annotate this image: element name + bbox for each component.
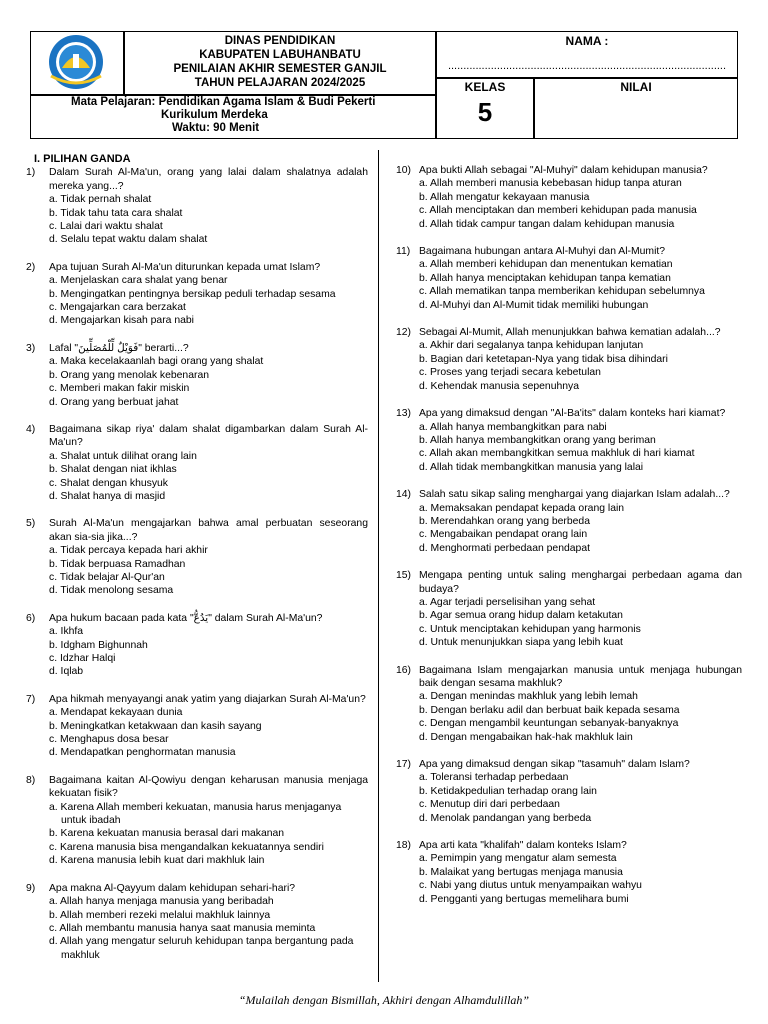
question-item (26, 882, 368, 962)
question-number: 3) (26, 342, 36, 354)
answer-option[interactable]: c. Mengabaikan pendapat orang lain (419, 529, 588, 541)
question-item (396, 839, 742, 906)
answer-option[interactable]: c. Idzhar Halqi (49, 653, 116, 664)
nilai-label: NILAI (620, 80, 652, 94)
answer-option[interactable]: a. Toleransi terhadap perbedaan (419, 772, 569, 784)
question-row (396, 839, 742, 852)
answer-option[interactable]: a. Tidak percaya kepada hari akhir (49, 545, 208, 557)
question-text: Apa yang dimaksud dengan "Al-Ba'its" dalam konteks hari kiamat? (419, 408, 726, 420)
answer-option[interactable]: c. Untuk menciptakan kehidupan yang harmonis (419, 623, 641, 635)
answer-option[interactable]: b. Shalat dengan niat ikhlas (49, 464, 177, 476)
nama-cell (436, 31, 738, 78)
answer-option[interactable]: a. Dengan menindas makhluk yang lebih lemah (419, 691, 638, 703)
answer-option[interactable]: d. Shalat hanya di masjid (49, 490, 166, 502)
answer-option[interactable]: b. Tidak berpuasa Ramadhan (49, 558, 186, 570)
question-row (26, 166, 368, 193)
answer-option[interactable]: b. Merendahkan orang yang berbeda (419, 515, 590, 527)
answer-option[interactable]: a. Allah memberi kehidupan dan menentukan kematian (419, 259, 673, 271)
answer-option[interactable]: c. Allah menciptakan dan memberi kehidupan pada manusia (419, 205, 697, 217)
answer-option[interactable]: d. Orang yang berbuat jahat (49, 396, 179, 408)
answer-option[interactable]: c. Dengan mengambil keuntungan sebanyak-banyaknya (419, 718, 679, 730)
question-item (396, 569, 742, 649)
answer-option[interactable]: c. Allah membantu manusia hanya saat manusia meminta (49, 922, 316, 934)
question-row (26, 342, 368, 355)
answer-option[interactable]: d. Iqlab (49, 666, 84, 678)
question-item (26, 774, 368, 868)
question-list-right (396, 164, 742, 906)
question-number: 10) (396, 165, 412, 176)
question-text: Bagaimana hubungan antara Al-Muhyi dan Al-Mumit? (419, 246, 666, 258)
answer-option[interactable]: a. Agar terjadi perselisihan yang sehat (419, 596, 596, 608)
answer-option[interactable]: d. Karena manusia lebih kuat dari makhluk lain (49, 855, 265, 867)
answer-option[interactable]: b. Bagian dari ketetapan-Nya yang tidak bisa dihindari (419, 353, 668, 365)
question-row (396, 488, 742, 501)
question-text: Surah Al-Ma'un mengajarkan bahwa amal perbuatan seseorang akan sia-sia jika...? (49, 518, 368, 543)
question-text: Bagaimana sikap riya' dalam shalat digambarkan dalam Surah Al-Ma'un? (49, 423, 368, 449)
column-divider (378, 150, 379, 982)
question-item (396, 664, 742, 744)
question-row (26, 612, 368, 625)
answer-option[interactable]: b. Agar semua orang hidup dalam ketakutan (419, 610, 623, 622)
question-text: Apa hukum bacaan pada kata "يَدُعُّ" dalam Surah Al-Ma'un? (49, 612, 323, 624)
subject-info (30, 95, 436, 139)
answer-option[interactable]: a. Shalat untuk dilihat orang lain (49, 450, 197, 462)
answer-option[interactable]: c. Shalat dengan khusyuk (49, 477, 168, 489)
question-item (396, 164, 742, 231)
question-text: Mengapa penting untuk saling menghargai perbedaan agama dan budaya? (419, 570, 742, 595)
question-text: Salah satu sikap saling menghargai yang diajarkan Islam adalah...? (419, 489, 730, 501)
answer-option[interactable]: d. Menolak pandangan yang berbeda (419, 812, 592, 824)
question-text: Dalam Surah Al-Ma'un, orang yang lalai dalam shalatnya adalah mereka yang...? (49, 167, 368, 192)
question-item (26, 261, 368, 328)
answer-option[interactable]: b. Allah hanya menciptakan kehidupan tanpa kematian (419, 272, 671, 284)
question-row (396, 164, 742, 177)
section-title: I. PILIHAN GANDA (34, 153, 131, 165)
question-number: 2) (26, 261, 36, 273)
answer-option[interactable]: a. Tidak pernah shalat (49, 194, 152, 206)
questions-right-column (396, 164, 742, 906)
answer-option[interactable]: a. Pemimpin yang mengatur alam semesta (419, 853, 617, 865)
answer-option[interactable]: c. Menutup diri dari perbedaan (419, 799, 560, 811)
answer-option[interactable]: b. Karena kekuatan manusia berasal dari makanan (49, 828, 285, 840)
answer-option[interactable]: a. Karena Allah memberi kekuatan, manusia harus menjaganya untuk ibadah (49, 801, 342, 827)
answer-option[interactable]: b. Tidak tahu tata cara shalat (49, 207, 183, 219)
question-number: 4) (26, 423, 36, 435)
answer-option[interactable]: c. Allah mematikan tanpa memberikan kehidupan sebelumnya (419, 286, 705, 298)
answer-option[interactable]: d. Dengan mengabaikan hak-hak makhluk lain (419, 731, 633, 743)
question-item (26, 517, 368, 597)
question-item (26, 693, 368, 760)
question-item (26, 423, 368, 503)
question-row (396, 569, 742, 596)
tut-wuri-handayani-logo (31, 32, 123, 94)
question-row (396, 326, 742, 339)
question-number: 8) (26, 774, 36, 786)
question-item (396, 407, 742, 474)
nama-label: NAMA : (565, 34, 609, 48)
answer-option[interactable]: b. Dengan berlaku adil dan berbuat baik kepada sesama (419, 704, 680, 716)
answer-option[interactable]: b. Allah memberi rezeki melalui makhluk lainnya (49, 909, 271, 921)
question-row (26, 882, 368, 895)
question-number: 5) (26, 518, 36, 530)
answer-option[interactable]: b. Idgham Bighunnah (49, 639, 148, 651)
question-text: Bagaimana kaitan Al-Qowiyu dengan keharusan manusia menjaga kekuatan fisik? (49, 774, 368, 800)
question-number: 11) (396, 246, 411, 258)
answer-option[interactable]: a. Memaksakan pendapat kepada orang lain (419, 502, 625, 514)
answer-option[interactable]: b. Malaikat yang bertugas menjaga manusia (419, 866, 623, 878)
answer-option[interactable]: d. Allah tidak membangkitkan manusia yang lalai (419, 461, 644, 473)
answer-option[interactable]: b. Mengingatkan pentingnya bersikap peduli terhadap sesama (49, 288, 336, 300)
question-row (396, 245, 742, 258)
answer-option[interactable]: d. Allah tidak campur tangan dalam kehidupan manusia (419, 218, 675, 230)
answer-option[interactable]: a. Akhir dari segalanya tanpa kehidupan lanjutan (419, 340, 644, 352)
question-text: Lafal "فَوَيْلٌ لِّلْمُصَلِّينَ" berarti...? (49, 342, 189, 354)
question-number: 18) (396, 840, 412, 852)
nilai-cell (534, 78, 738, 139)
question-item (26, 166, 368, 246)
answer-option[interactable]: c. Karena manusia bisa mengandalkan kekuatannya sendiri (49, 841, 324, 853)
answer-option[interactable]: a. Allah hanya membangkitkan para nabi (419, 421, 607, 433)
kelas-value: 5 (477, 97, 493, 127)
answer-option[interactable]: d. Al-Muhyi dan Al-Mumit tidak memiliki hubungan (419, 299, 649, 311)
answer-option[interactable]: c. Lalai dari waktu shalat (49, 221, 163, 233)
question-number: 6) (26, 612, 36, 624)
question-item (26, 342, 368, 409)
answer-option[interactable]: c. Menghapus dosa besar (49, 734, 169, 746)
answer-option[interactable]: d. Allah yang mengatur seluruh kehidupan tanpa bergantung pada makhluk (49, 936, 354, 961)
answer-option[interactable]: b. Orang yang menolak kebenaran (49, 369, 210, 381)
answer-option[interactable]: d. Mengajarkan kisah para nabi (49, 315, 194, 327)
question-list-left (26, 166, 368, 962)
time-label: Waktu: 90 Menit (172, 122, 260, 134)
question-text: Apa yang dimaksud dengan sikap "tasamuh" dalam Islam? (419, 759, 690, 771)
question-number: 15) (396, 570, 412, 582)
kelas-label: KELAS (464, 80, 506, 94)
question-row (26, 517, 368, 544)
answer-option[interactable]: d. Tidak menolong sesama (49, 585, 174, 597)
question-number: 1) (26, 167, 36, 179)
answer-option[interactable]: a. Mendapat kekayaan dunia (49, 707, 183, 719)
answer-option[interactable]: c. Nabi yang diutus untuk menyampaikan wahyu (419, 880, 642, 892)
questions-left-column (26, 153, 368, 962)
answer-option[interactable]: c. Allah akan membangkitkan semua makhluk di hari kiamat (419, 448, 695, 460)
question-number: 9) (26, 882, 36, 894)
header-line: TAHUN PELAJARAN 2024/2025 (194, 77, 366, 89)
header-line: KABUPATEN LABUHANBATU (199, 49, 361, 61)
question-text: Sebagai Al-Mumit, Allah menunjukkan bahwa kematian adalah...? (419, 327, 721, 339)
answer-option[interactable]: d. Mendapatkan penghormatan manusia (49, 747, 236, 759)
logo-cell (30, 31, 124, 95)
question-text: Bagaimana Islam mengajarkan manusia untuk menjaga hubungan baik dengan sesama makhluk? (419, 664, 742, 689)
header-line: PENILAIAN AKHIR SEMESTER GANJIL (173, 63, 387, 75)
footer-quote: “Mulailah dengan Bismillah, Akhiri dengan Alhamdulillah” (238, 993, 530, 1007)
answer-option[interactable]: d. Kehendak manusia sepenuhnya (419, 380, 580, 392)
question-text: Apa hikmah menyayangi anak yatim yang diajarkan Surah Al-Ma'un? (49, 693, 366, 705)
answer-option[interactable]: a. Allah memberi manusia kebebasan hidup tanpa aturan (419, 178, 682, 190)
header-line: DINAS PENDIDIKAN (224, 35, 336, 47)
question-item (396, 326, 742, 393)
answer-option[interactable]: b. Allah mengatur kekayaan manusia (419, 191, 590, 203)
question-number: 16) (396, 664, 412, 676)
answer-option[interactable]: c. Tidak belajar Al-Qur'an (49, 571, 165, 583)
question-number: 12) (396, 327, 412, 339)
answer-option[interactable]: d. Untuk menunjukkan siapa yang lebih kuat (419, 637, 623, 649)
question-item (396, 245, 742, 312)
answer-option[interactable]: a. Menjelaskan cara shalat yang benar (49, 275, 228, 287)
question-row (26, 693, 368, 706)
answer-option[interactable]: d. Menghormati perbedaan pendapat (419, 542, 590, 554)
answer-option[interactable]: c. Mengajarkan cara berzakat (49, 302, 186, 314)
curriculum-label: Kurikulum Merdeka (161, 109, 268, 121)
question-text: Apa arti kata "khalifah" dalam konteks Islam? (419, 840, 627, 852)
institution-header (124, 31, 436, 95)
question-text: Apa makna Al-Qayyum dalam kehidupan sehari-hari? (49, 882, 296, 894)
question-text: Apa bukti Allah sebagai "Al-Muhyi" dalam kehidupan manusia? (419, 165, 708, 176)
question-number: 17) (396, 759, 412, 771)
answer-option[interactable]: d. Selalu tepat waktu dalam shalat (49, 234, 208, 246)
subject-label: Mata Pelajaran: Pendidikan Agama Islam & Budi Pekerti (71, 96, 376, 108)
answer-option[interactable]: d. Pengganti yang bertugas memelihara bumi (419, 893, 629, 905)
nama-field[interactable]: ........................................................................................... (447, 60, 727, 72)
answer-option[interactable]: a. Maka kecelakaanlah bagi orang yang shalat (49, 356, 264, 368)
question-row (26, 261, 368, 274)
question-row (26, 423, 368, 450)
question-item (396, 488, 742, 555)
question-number: 14) (396, 489, 412, 501)
answer-option[interactable]: b. Allah hanya membangkitkan orang yang beriman (419, 434, 656, 446)
answer-option[interactable]: c. Proses yang terjadi secara kebetulan (419, 367, 601, 379)
answer-option[interactable]: b. Meningkatkan ketakwaan dan kasih sayang (49, 720, 262, 732)
question-row (26, 774, 368, 801)
question-number: 7) (26, 693, 36, 705)
question-item (396, 758, 742, 825)
answer-option[interactable]: c. Memberi makan fakir miskin (49, 383, 190, 395)
question-row (396, 758, 742, 771)
answer-option[interactable]: b. Ketidakpedulian terhadap orang lain (419, 785, 597, 797)
kelas-cell (436, 78, 534, 139)
answer-option[interactable]: a. Allah hanya menjaga manusia yang beribadah (49, 896, 274, 908)
question-text: Apa tujuan Surah Al-Ma'un diturunkan kepada umat Islam? (49, 261, 321, 273)
question-row (396, 664, 742, 691)
question-item (26, 612, 368, 679)
question-row (396, 407, 742, 420)
question-number: 13) (396, 408, 412, 420)
answer-option[interactable]: a. Ikhfa (49, 626, 84, 638)
